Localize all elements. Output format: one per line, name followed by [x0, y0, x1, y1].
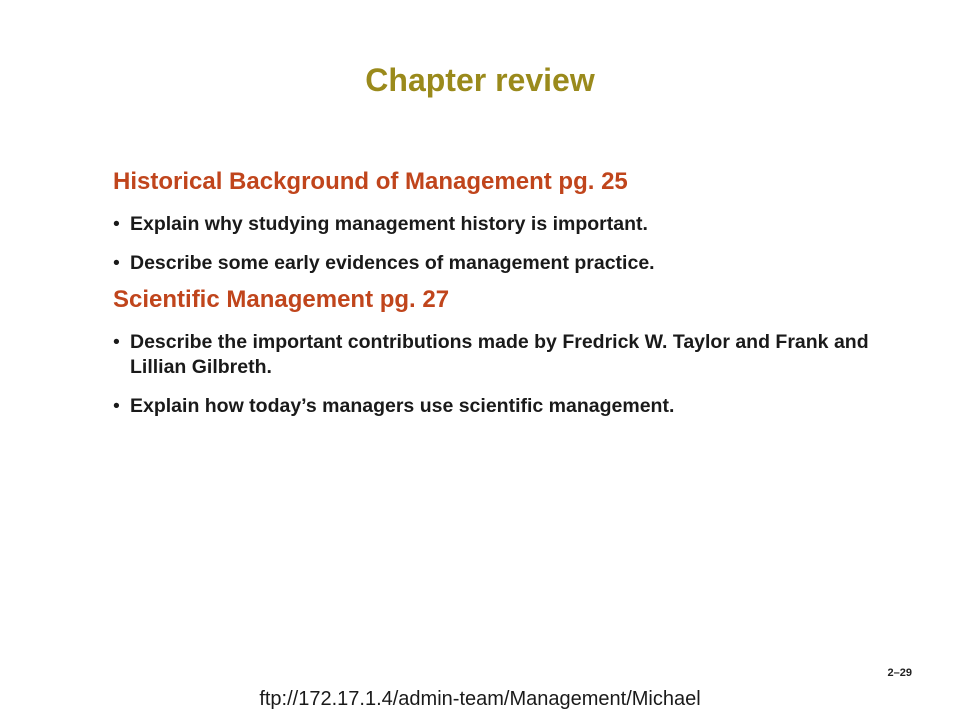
bullet-item [113, 251, 913, 276]
footer-url: ftp://172.17.1.4/admin-team/Management/Michael [259, 688, 701, 710]
section-historical-background [113, 166, 913, 276]
slide-number: 2–29 [887, 667, 912, 679]
slide-title: Chapter review [365, 62, 595, 98]
bullet-icon: • [113, 395, 120, 417]
bullet-item [113, 330, 913, 380]
bullet-text: Describe some early evidences of management practice. [130, 252, 655, 274]
bullet-icon: • [113, 213, 120, 235]
section-heading: Historical Background of Management pg. 25 [113, 168, 628, 195]
bullet-list [113, 212, 913, 276]
bullet-icon: • [113, 252, 120, 274]
bullet-text: Explain why studying management history is important. [130, 213, 648, 235]
bullet-text: Explain how today’s managers use scientific management. [130, 395, 675, 417]
bullet-icon: • [113, 331, 120, 353]
section-scientific-management [113, 284, 913, 419]
slide-content [113, 166, 913, 419]
bullet-item [113, 394, 913, 419]
bullet-item [113, 212, 913, 237]
section-heading: Scientific Management pg. 27 [113, 286, 450, 313]
bullet-text: Describe the important contributions made by Fredrick W. Taylor and Frank and Lillian Gilbreth. [130, 331, 869, 378]
bullet-list [113, 330, 913, 419]
